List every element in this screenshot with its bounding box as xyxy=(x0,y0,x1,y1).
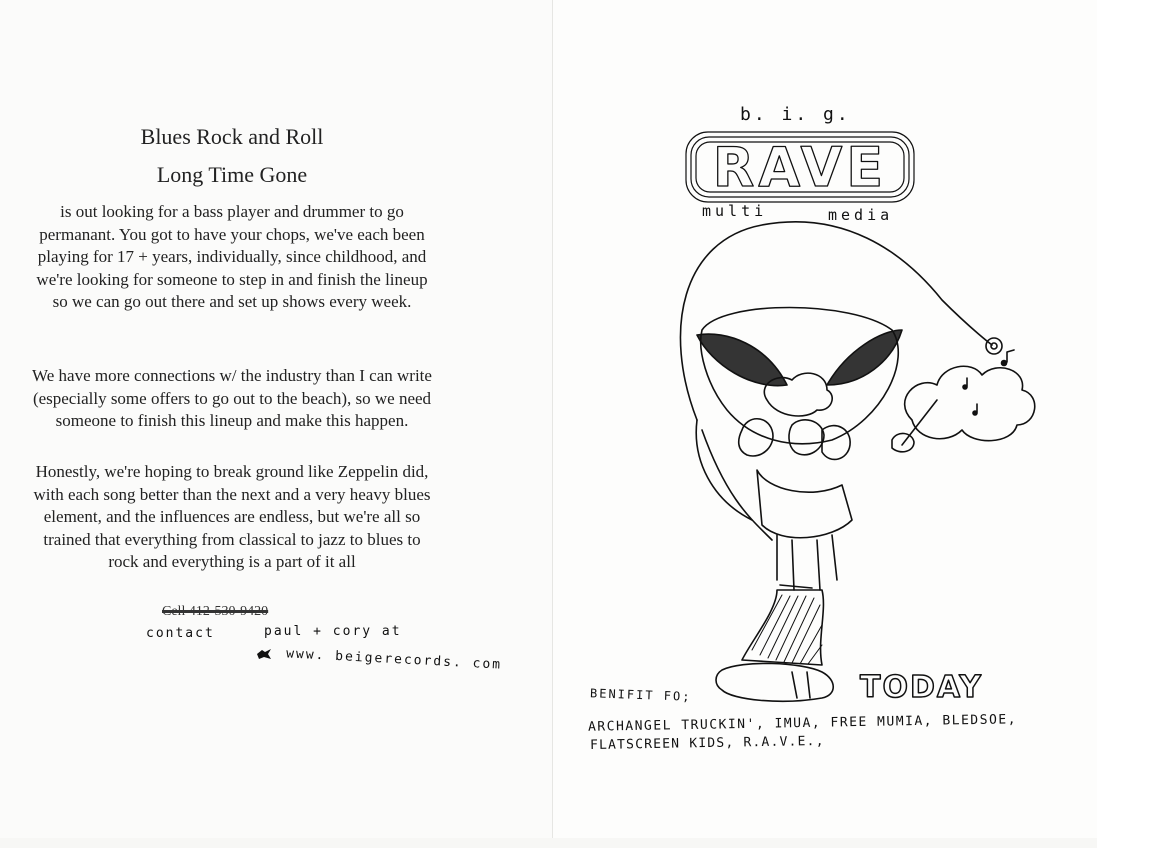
alien-left-eye xyxy=(697,334,787,386)
balloon-knot xyxy=(986,338,1002,354)
figure-torso xyxy=(757,470,852,538)
music-note-icons xyxy=(963,350,1014,415)
paragraph-intro: is out looking for a bass player and drummer to go permanant. You got to have your chops, we've each been playing for 17 + years, individually, since childhood, and we're looking for someone to step in and finish the lineup so we can go out there and set up shows every week. xyxy=(36,202,428,311)
flyer-title: Blues Rock and Roll xyxy=(140,124,324,149)
website-link[interactable]: www. beigerecords. com xyxy=(285,646,503,673)
band-name: Long Time Gone xyxy=(156,162,308,187)
ink-blot-icon xyxy=(256,648,272,660)
brand-logo-text: RAVE xyxy=(712,136,888,199)
brand-right-text: media xyxy=(828,206,894,224)
alien-right-eye xyxy=(827,330,902,385)
benefit-label: BENIFIT FO; xyxy=(589,686,692,704)
head-balloon-outline xyxy=(680,222,992,420)
today-heading: TODAY xyxy=(860,670,983,705)
alien-head xyxy=(701,308,899,444)
benefit-list-line-2: FLATSCREEN KIDS, R.A.V.E., xyxy=(589,733,825,754)
contact-names: paul + cory at xyxy=(264,624,402,639)
music-cloud xyxy=(905,366,1035,440)
page-edge xyxy=(1097,0,1166,848)
figure-shoe xyxy=(716,663,833,701)
struck-phone-number: Cell 412-530-9420 xyxy=(162,604,269,619)
paragraph-connections: We have more connections w/ the industry than I can write (especially some offers to go out to the beach), so we need someone to finish this lineup and make this happen. xyxy=(32,366,432,430)
benefit-list-line-1: ARCHANGEL TRUCKIN', IMUA, FREE MUMIA, BLEDSOE, xyxy=(587,712,1018,735)
rave-logo xyxy=(686,132,914,202)
brand-top-text: b. i. g. xyxy=(740,104,851,125)
contact-label: contact xyxy=(146,626,215,641)
paragraph-influences: Honestly, we're hoping to break ground like Zeppelin did, with each song better than the next and a very heavy blues element, and the influences are endless, but we're all so trained that everything from classical to jazz to blues to rock and everything is a part of it all xyxy=(33,462,431,571)
brand-left-text: multi xyxy=(702,202,768,220)
